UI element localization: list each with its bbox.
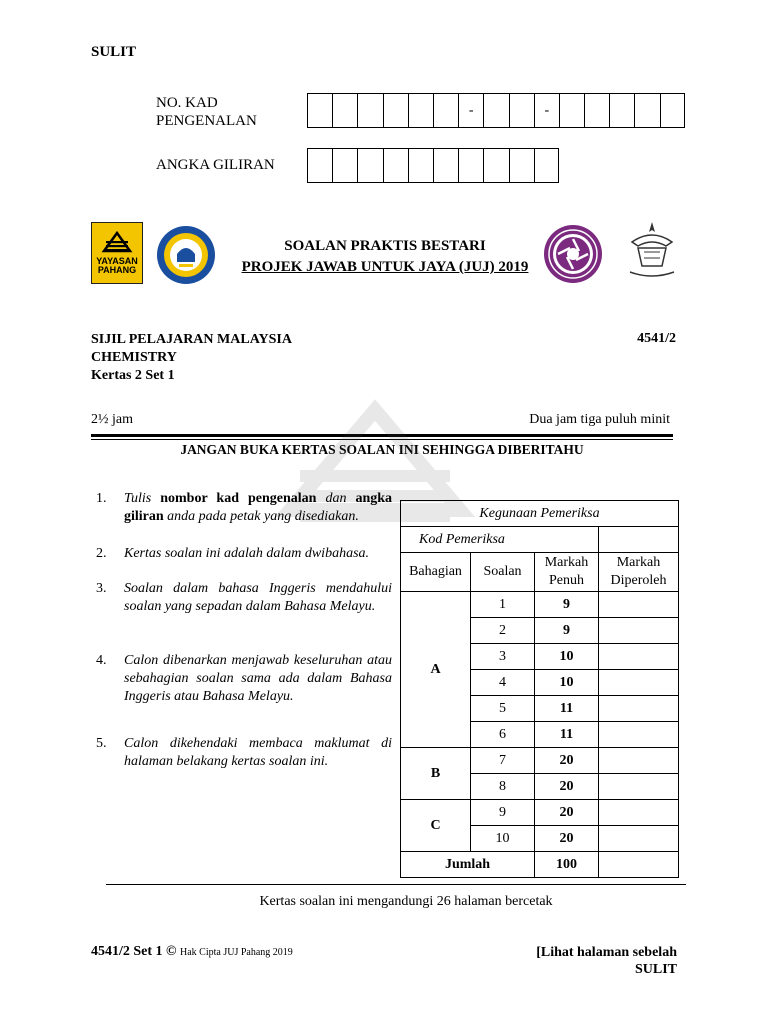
no-kad-label: NO. KAD PENGENALAN: [156, 95, 257, 129]
obtained-mark-field[interactable]: [599, 722, 679, 748]
obtained-mark-field[interactable]: [599, 670, 679, 696]
total-label: Jumlah: [401, 852, 535, 878]
giliran-box[interactable]: [383, 148, 408, 183]
no-kad-box[interactable]: [609, 93, 634, 128]
no-kad-box[interactable]: [660, 93, 685, 128]
divider-thick: [91, 434, 673, 437]
footer-sulit: SULIT: [634, 962, 677, 977]
instruction-4: 4. Calon dibenarkan menjawab keseluruhan atau sebahagian soalan sama ada dalam Bahasa Inggeris atau Bahasa Melayu.: [96, 653, 392, 704]
question-number: 1: [471, 592, 535, 618]
full-mark: 20: [535, 748, 599, 774]
full-mark: 20: [535, 774, 599, 800]
obtained-mark-field[interactable]: [599, 774, 679, 800]
no-kad-box[interactable]: [408, 93, 433, 128]
giliran-box[interactable]: [408, 148, 433, 183]
giliran-box[interactable]: [458, 148, 483, 183]
question-number: 9: [471, 800, 535, 826]
question-number: 3: [471, 644, 535, 670]
instruction-1: 1. Tulis nombor kad pengenalan dan angka giliran anda pada petak yang disediakan.: [96, 491, 393, 524]
divider-thin: [91, 439, 673, 440]
no-kad-box[interactable]: [584, 93, 609, 128]
no-kad-box[interactable]: [307, 93, 332, 128]
question-number: 7: [471, 748, 535, 774]
giliran-box[interactable]: [483, 148, 508, 183]
question-number: 8: [471, 774, 535, 800]
paper-code: 4541/2: [637, 331, 676, 346]
full-mark: 10: [535, 644, 599, 670]
header-sulit: SULIT: [91, 44, 137, 60]
footer-divider: [106, 884, 686, 885]
no-kad-box[interactable]: [433, 93, 458, 128]
full-mark: 10: [535, 670, 599, 696]
examiner-use-title: Kegunaan Pemeriksa: [401, 501, 679, 527]
yayasan-pahang-logo: YAYASAN PAHANG: [91, 222, 143, 284]
no-kad-boxes[interactable]: [307, 93, 685, 128]
no-kad-box[interactable]: [559, 93, 584, 128]
examiner-code-field[interactable]: [599, 527, 679, 553]
obtained-mark-field[interactable]: [599, 696, 679, 722]
giliran-box[interactable]: [357, 148, 382, 183]
giliran-box[interactable]: [307, 148, 332, 183]
no-kad-box[interactable]: [383, 93, 408, 128]
do-not-open-warning: JANGAN BUKA KERTAS SOALAN INI SEHINGGA DIBERITAHU: [180, 442, 584, 457]
no-kad-box[interactable]: [332, 93, 357, 128]
total-value: 100: [535, 852, 599, 878]
obtained-mark-field[interactable]: [599, 800, 679, 826]
full-mark: 11: [535, 722, 599, 748]
question-number: 5: [471, 696, 535, 722]
section-a-label: A: [401, 592, 471, 748]
section-b-label: B: [401, 748, 471, 800]
full-mark: 20: [535, 800, 599, 826]
full-mark: 9: [535, 592, 599, 618]
giliran-box[interactable]: [332, 148, 357, 183]
question-number: 10: [471, 826, 535, 852]
full-mark: 11: [535, 696, 599, 722]
no-kad-box[interactable]: [357, 93, 382, 128]
angka-giliran-label: ANGKA GILIRAN: [156, 157, 275, 173]
yayasan-stripes-icon: [100, 229, 134, 255]
giliran-box[interactable]: [509, 148, 534, 183]
obtained-mark-field[interactable]: [599, 592, 679, 618]
question-number: 2: [471, 618, 535, 644]
no-kad-box[interactable]: [509, 93, 534, 128]
footer-right: [480, 944, 677, 978]
paper-title: SOALAN PRAKTIS BESTARI PROJEK JAWAB UNTUK JAYA (JUJ) 2019: [241, 238, 529, 275]
col-markah-diperoleh: Markah Diperoleh: [599, 553, 679, 592]
exam-info: SIJIL PELAJARAN MALAYSIA CHEMISTRY Kertas 2 Set 1: [91, 332, 292, 383]
instruction-2: 2. Kertas soalan ini adalah dalam dwibahasa.: [96, 546, 370, 561]
full-mark: 9: [535, 618, 599, 644]
obtained-mark-field[interactable]: [599, 618, 679, 644]
examiner-code-label: Kod Pemeriksa: [401, 527, 599, 553]
examiner-table: [400, 500, 679, 878]
giliran-box[interactable]: [534, 148, 559, 183]
instruction-5: 5. Calon dikehendaki membaca maklumat di halaman belakang kertas soalan ini.: [96, 736, 392, 769]
obtained-mark-field[interactable]: [599, 748, 679, 774]
footer-code: 4541/2 Set 1 © Hak Cipta JUJ Pahang 2019: [91, 944, 293, 959]
no-kad-box[interactable]: [483, 93, 508, 128]
duration: 2½ jam: [91, 412, 133, 427]
full-mark: 20: [535, 826, 599, 852]
pahang-state-crest-icon: [622, 220, 682, 282]
duration-words: Dua jam tiga puluh minit: [529, 412, 670, 427]
col-bahagian: Bahagian: [401, 553, 471, 592]
page-count-note: Kertas soalan ini mengandungi 26 halaman bercetak: [259, 894, 553, 909]
obtained-mark-field[interactable]: [599, 826, 679, 852]
giliran-box[interactable]: [433, 148, 458, 183]
no-kad-box[interactable]: -: [458, 93, 483, 128]
section-c-label: C: [401, 800, 471, 852]
col-markah-penuh: Markah Penuh: [535, 553, 599, 592]
question-number: 4: [471, 670, 535, 696]
obtained-mark-field[interactable]: [599, 644, 679, 670]
angka-giliran-boxes[interactable]: [307, 148, 559, 183]
next-page-note: [Lihat halaman sebelah: [536, 945, 677, 960]
col-soalan: Soalan: [471, 553, 535, 592]
purple-shutter-logo-icon: [543, 224, 603, 284]
question-number: 6: [471, 722, 535, 748]
no-kad-box[interactable]: [634, 93, 659, 128]
no-kad-box[interactable]: -: [534, 93, 559, 128]
total-obtained-field[interactable]: [599, 852, 679, 878]
jpn-pahang-emblem-icon: [155, 224, 217, 286]
instruction-3: 3. Soalan dalam bahasa Inggeris mendahului soalan yang sepadan dalam Bahasa Melayu.: [96, 581, 392, 614]
